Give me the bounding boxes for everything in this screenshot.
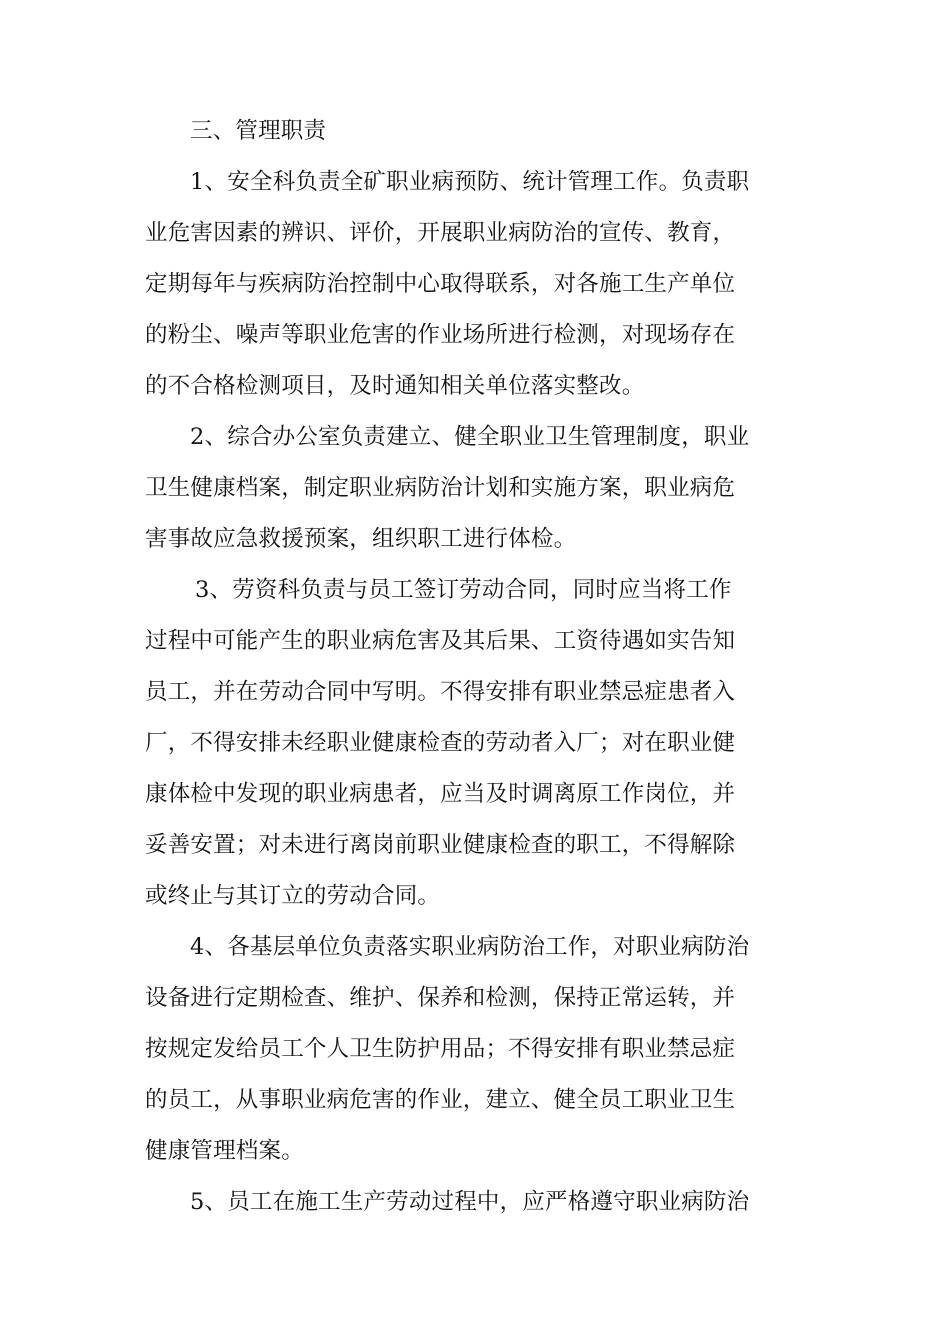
- paragraph-line: 过程中可能产生的职业病危害及其后果、工资待遇如实告知: [145, 628, 736, 654]
- paragraph-line: 的员工，从事职业病危害的作业，建立、健全员工职业卫生: [145, 1087, 736, 1113]
- paragraph-line: 健康管理档案。: [145, 1138, 304, 1164]
- paragraph-line: 或终止与其订立的劳动合同。: [145, 883, 441, 909]
- paragraph-line: 的不合格检测项目，及时通知相关单位落实整改。: [145, 373, 645, 399]
- paragraph-line: 厂，不得安排未经职业健康检查的劳动者入厂；对在职业健: [145, 730, 736, 756]
- paragraph-line: 1、安全科负责全矿职业病预防、统计管理工作。负责职: [190, 169, 750, 195]
- paragraph-line: 康体检中发现的职业病患者，应当及时调离原工作岗位，并: [145, 781, 736, 807]
- paragraph-line: 卫生健康档案，制定职业病防治计划和实施方案，职业病危: [145, 475, 736, 501]
- paragraph-5: [145, 1177, 810, 1228]
- section-heading: 三、管理职责: [190, 118, 327, 144]
- document-body: [145, 106, 810, 1228]
- paragraph-4: [145, 922, 810, 1177]
- paragraph-2: [145, 412, 810, 565]
- paragraph-line: 4、各基层单位负责落实职业病防治工作，对职业病防治: [190, 934, 750, 960]
- paragraph-line: 5、员工在施工生产劳动过程中，应严格遵守职业病防治: [190, 1189, 750, 1215]
- paragraph-line: 定期每年与疾病防治控制中心取得联系，对各施工生产单位: [145, 271, 736, 297]
- paragraph-line: 的粉尘、噪声等职业危害的作业场所进行检测，对现场存在: [145, 322, 736, 348]
- paragraph-line: 业危害因素的辨识、评价，开展职业病防治的宣传、教育，: [145, 220, 736, 246]
- paragraph-line: 2、综合办公室负责建立、健全职业卫生管理制度，职业: [190, 424, 750, 450]
- paragraph-line: 按规定发给员工个人卫生防护用品；不得安排有职业禁忌症: [145, 1036, 736, 1062]
- paragraph-line: 3、劳资科负责与员工签订劳动合同，同时应当将工作: [195, 577, 732, 603]
- paragraph-line: 害事故应急救援预案，组织职工进行体检。: [145, 526, 577, 552]
- paragraph-line: 妥善安置；对未进行离岗前职业健康检查的职工，不得解除: [145, 832, 736, 858]
- paragraph-line: 员工，并在劳动合同中写明。不得安排有职业禁忌症患者入: [145, 679, 736, 705]
- paragraph-3: [145, 565, 810, 922]
- paragraph-line: 设备进行定期检查、维护、保养和检测，保持正常运转，并: [145, 985, 736, 1011]
- paragraph-1: [145, 157, 810, 412]
